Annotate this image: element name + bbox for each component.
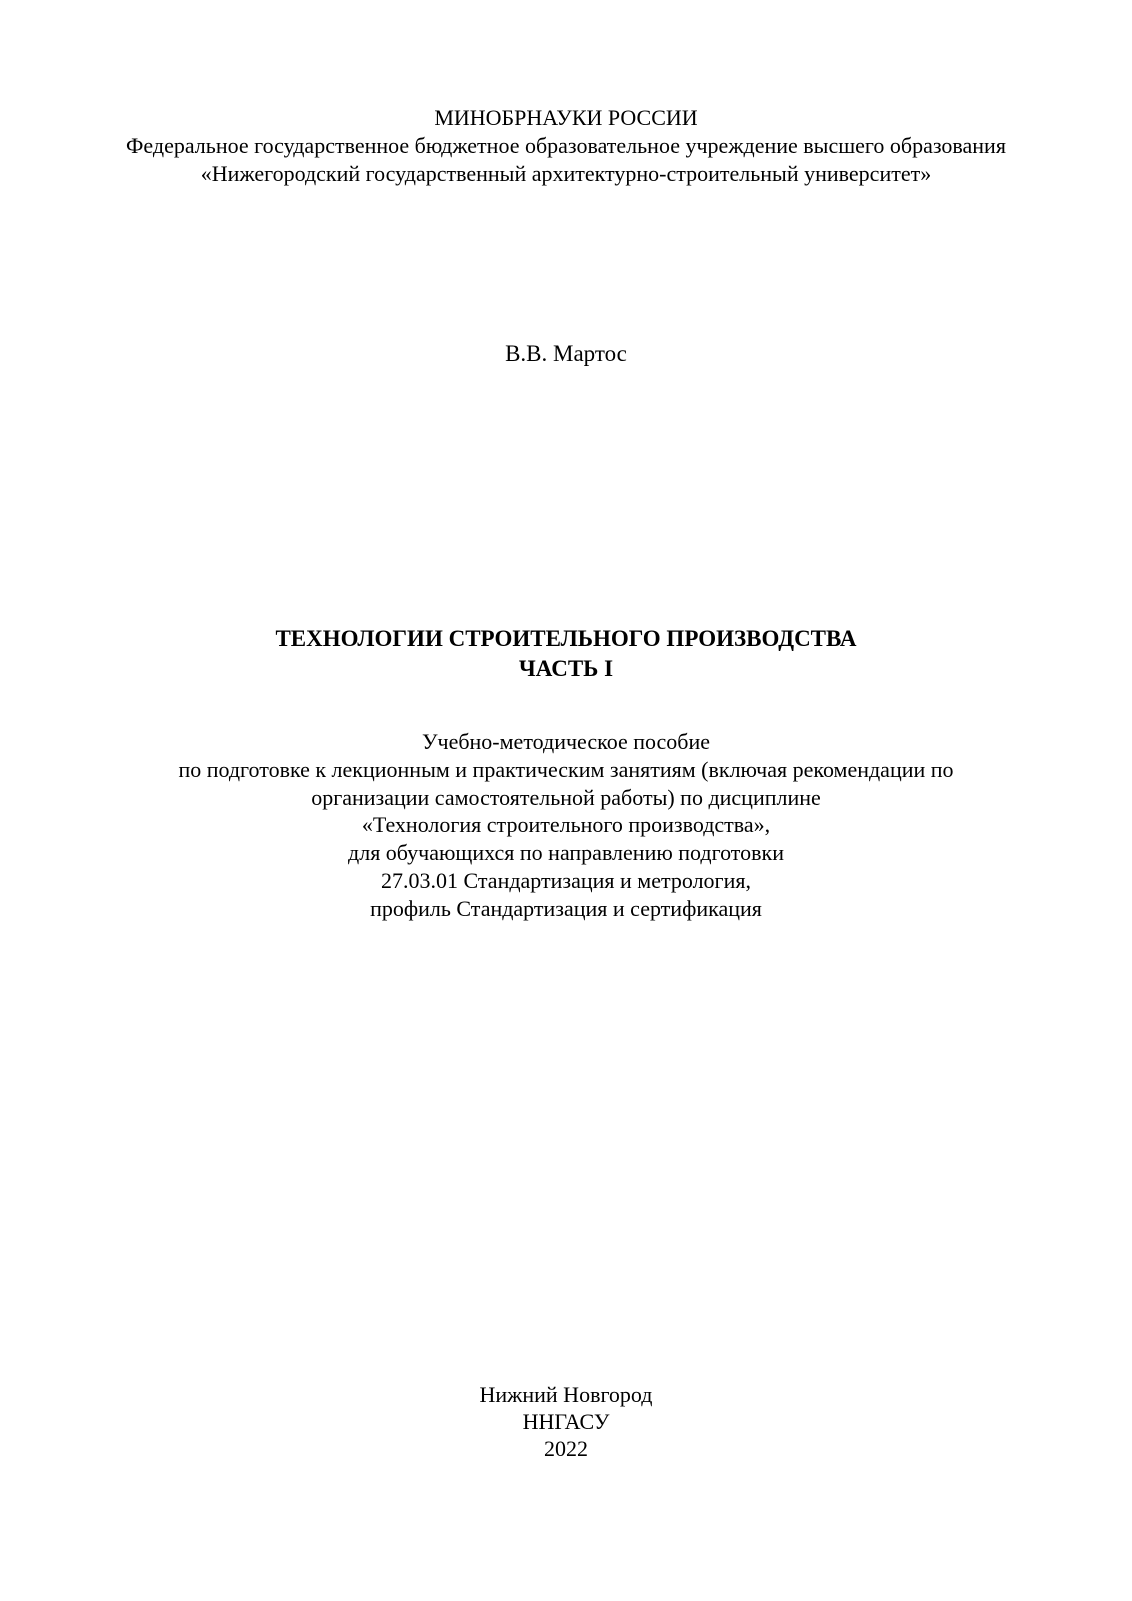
institution-type: Федеральное государственное бюджетное образовательное учреждение высшего образования [126, 133, 1006, 158]
description-line: 27.03.01 Стандартизация и метрология, [381, 867, 751, 893]
description-line: Учебно-методическое пособие [421, 729, 711, 754]
publication-city: Нижний Новгород [479, 1382, 653, 1407]
publication-year: 2022 [544, 1436, 588, 1461]
author-name: В.В. Мартос [505, 341, 627, 366]
document-part: ЧАСТЬ I [518, 656, 614, 681]
document-title: ТЕХНОЛОГИИ СТРОИТЕЛЬНОГО ПРОИЗВОДСТВА [275, 626, 857, 651]
description-block [0, 728, 1132, 923]
title-block [0, 624, 1132, 684]
publisher-name: ННГАСУ [522, 1409, 610, 1434]
description-line: «Технология строительного производства», [361, 812, 771, 838]
university-name: «Нижегородский государственный архитектурно-строительный университет» [200, 161, 932, 186]
header-block [0, 104, 1132, 188]
footer-block [0, 1381, 1132, 1462]
description-line: профиль Стандартизация и сертификация [370, 895, 762, 921]
description-line: по подготовке к лекционным и практическим занятиям (включая рекомендации по [178, 756, 954, 782]
ministry-name: МИНОБРНАУКИ РОССИИ [434, 105, 698, 130]
description-line: для обучающихся по направлению подготовки [348, 840, 784, 866]
description-line: организации самостоятельной работы) по дисциплине [311, 784, 821, 810]
